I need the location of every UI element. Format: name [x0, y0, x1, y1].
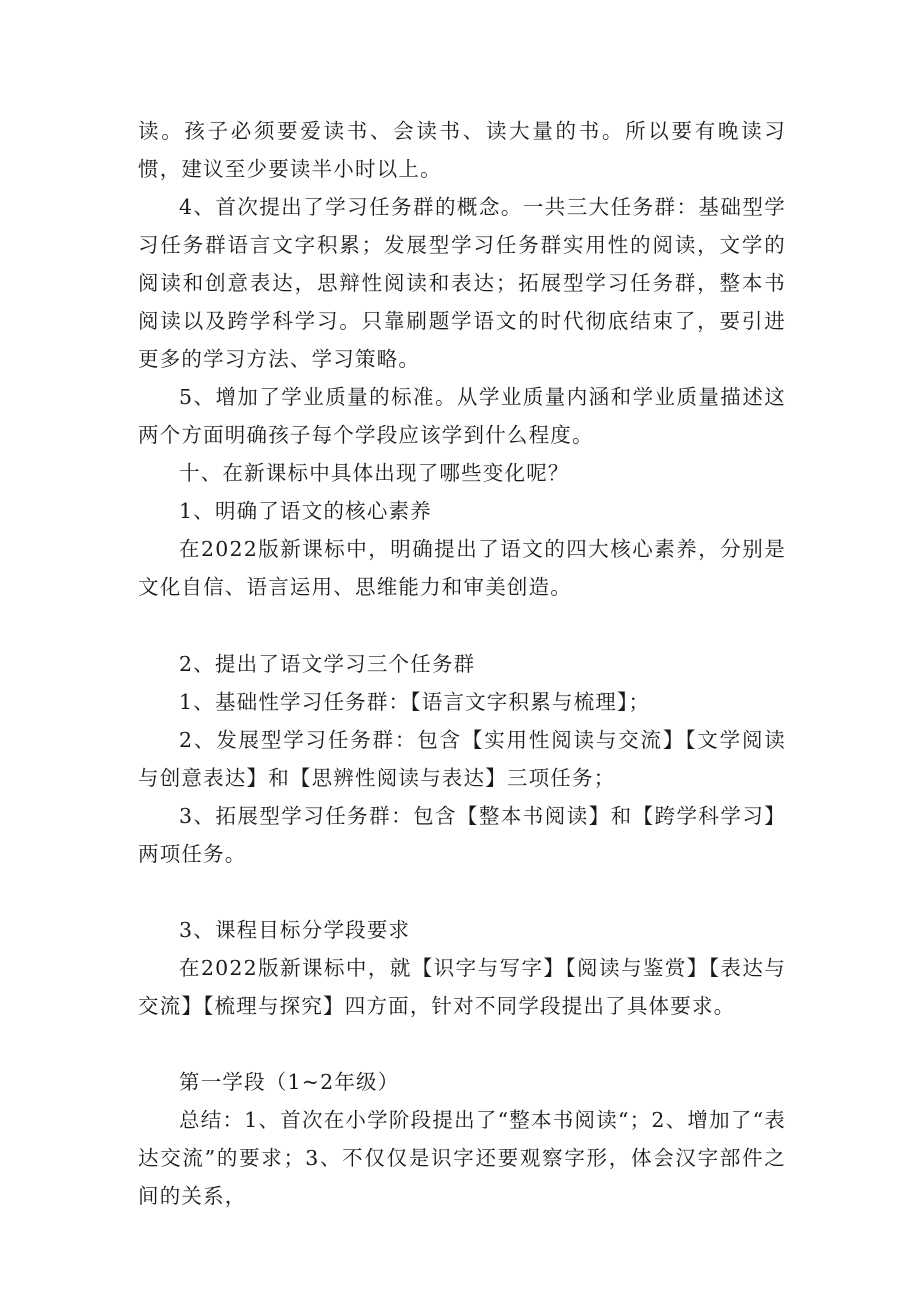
paragraph-summary: 总结：1、首次在小学阶段提出了“整本书阅读“；2、增加了“表达交流”的要求；3、不仅仅是识字还要观察字形，体会汉字部件之间的关系， — [138, 1108, 786, 1208]
subheading-course-goals: 3、课程目标分学段要求 — [179, 918, 411, 942]
subheading-three-task-groups: 2、提出了语文学习三个任务群 — [179, 652, 476, 676]
subheading-first-stage: 第一学段（1~2年级） — [179, 1070, 400, 1094]
paragraph-task-groups-concept: 4、首次提出了学习任务群的概念。一共三大任务群：基础型学习任务群语言文字积累；发展型学习任务群实用性的阅读，文学的阅读和创意表达，思辩性阅读和表达；拓展型学习任务群，整本书阅读以及跨学科学习。只靠刷题学语文的时代彻底结束了，要引进更多的学习方法、学习策略。 — [138, 195, 786, 371]
subheading-core-literacy: 1、明确了语文的核心素养 — [179, 499, 432, 523]
paragraph-core-literacy: 在2022版新课标中，明确提出了语文的四大核心素养，分别是文化自信、语言运用、思维能力和审美创造。 — [138, 537, 786, 599]
paragraph-course-goals: 在2022版新课标中，就【识字与写字】【阅读与鉴赏】【表达与交流】【梳理与探究】四方面，针对不同学段提出了具体要求。 — [138, 956, 786, 1018]
list-item-extension-task-group: 3、拓展型学习任务群：包含【整本书阅读】和【跨学科学习】两项任务。 — [138, 804, 786, 866]
paragraph-reading-habit: 读。孩子必须要爱读书、会读书、读大量的书。所以要有晚读习惯，建议至少要读半小时以上。 — [138, 119, 786, 181]
list-item-development-task-group: 2、发展型学习任务群：包含【实用性阅读与交流】【文学阅读与创意表达】和【思辨性阅读与表达】三项任务； — [138, 728, 786, 790]
section-heading-changes: 十、在新课标中具体出现了哪些变化呢？ — [179, 461, 570, 485]
paragraph-quality-standard: 5、增加了学业质量的标准。从学业质量内涵和学业质量描述这两个方面明确孩子每个学段应该学到什么程度。 — [138, 385, 786, 447]
list-item-basic-task-group: 1、基础性学习任务群：【语言文字积累与梳理】； — [179, 690, 651, 714]
